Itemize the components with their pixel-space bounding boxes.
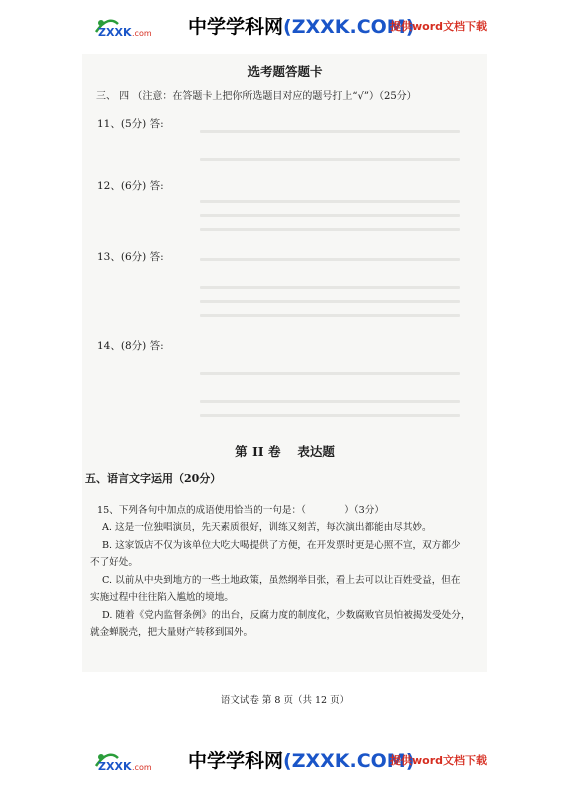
question-12-answer: 12、(6分) 答:	[97, 180, 164, 192]
bleed-through-mark	[200, 228, 460, 231]
bleed-through-mark	[200, 214, 460, 217]
zxxk-logo-icon	[92, 14, 162, 42]
site-name: 中学学科网	[188, 16, 284, 38]
site-banner-top	[0, 8, 570, 48]
option-d: D. 随着《党内监督条例》的出台，反腐力度的制度化，少数腐败官员怕被揭发受处分，	[102, 610, 471, 621]
site-title[interactable]	[188, 12, 414, 39]
bleed-through-mark	[200, 158, 460, 161]
question-15-stem: 15、下列各句中加点的成语使用恰当的一句是：（ ）（3分）	[97, 505, 384, 516]
zxxk-logo-icon	[92, 748, 162, 776]
site-tagline[interactable]: 提供word文档下载	[390, 754, 488, 767]
site-name: 中学学科网	[188, 750, 284, 772]
option-d-continued: 就金蝉脱壳，把大量财产转移到国外。	[90, 627, 254, 638]
option-b: B. 这家饭店不仅为该单位大吃大喝提供了方便，在开发票时更是心照不宣，双方都少	[102, 540, 461, 551]
bleed-through-mark	[200, 314, 460, 317]
site-banner-bottom	[0, 742, 570, 782]
option-a: A. 这是一位独唱演员，先天素质很好，训练又刻苦，每次演出都能由尽其妙。	[102, 522, 432, 533]
section5-heading: 五、语言文字运用（20分）	[85, 472, 222, 485]
page-footer: 语文试卷 第 8 页（共 12 页）	[220, 695, 350, 706]
site-title[interactable]	[188, 746, 414, 773]
option-c: C. 以前从中央到地方的一些土地政策，虽然纲举目张，看上去可以让百姓受益，但在	[102, 575, 461, 586]
question-14-answer: 14、(8分) 答:	[97, 340, 164, 352]
option-c-continued: 实施过程中往往陷入尴尬的境地。	[90, 592, 234, 603]
bleed-through-mark	[200, 286, 460, 289]
bleed-through-mark	[200, 300, 460, 303]
svg-text:.com: .com	[132, 29, 152, 38]
svg-text:.com: .com	[132, 763, 152, 772]
question-11-answer: 11、(5分) 答:	[97, 118, 164, 130]
bleed-through-mark	[200, 258, 460, 261]
site-url: (ZXXK.COM)	[283, 750, 415, 772]
site-tagline[interactable]: 提供word文档下载	[390, 20, 488, 33]
option-b-continued: 不了好处。	[90, 557, 138, 568]
svg-text:ZXXK: ZXXK	[98, 760, 132, 773]
svg-text:ZXXK: ZXXK	[98, 26, 132, 39]
bleed-through-mark	[200, 200, 460, 203]
question-13-answer: 13、(6分) 答:	[97, 251, 164, 263]
part2-title: 第 II 卷 表达题	[235, 444, 335, 459]
bleed-through-mark	[200, 414, 460, 417]
answer-card-title: 选考题答题卡	[247, 64, 323, 79]
bleed-through-mark	[200, 400, 460, 403]
site-url: (ZXXK.COM)	[283, 16, 415, 38]
bleed-through-mark	[200, 130, 460, 133]
bleed-through-mark	[200, 372, 460, 375]
answer-card-instruction: 三、 四 （注意：在答题卡上把你所选题目对应的题号打上“√”）（25分）	[96, 91, 417, 102]
